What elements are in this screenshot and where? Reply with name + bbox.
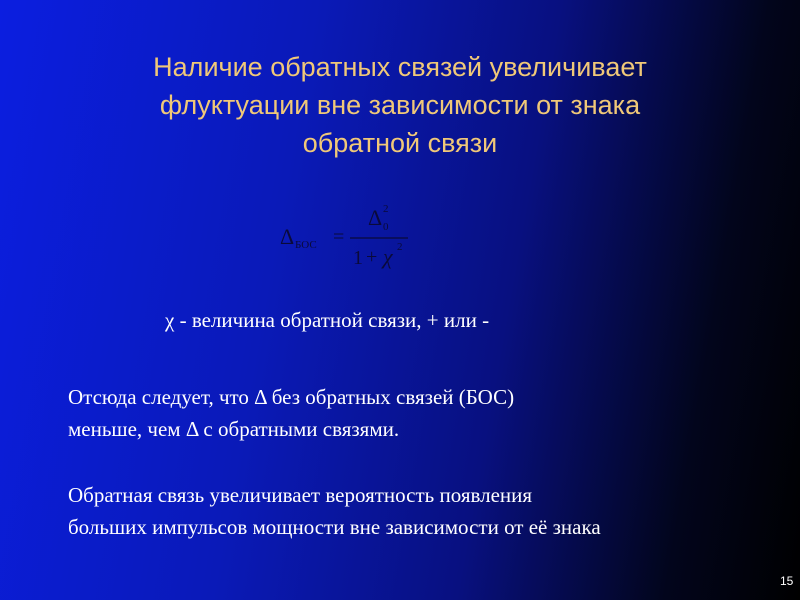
formula-denominator-plus: + [366, 246, 378, 268]
title-line: флуктуации вне зависимости от знака [159, 90, 641, 120]
page-number: 15 [780, 574, 794, 588]
paragraph-line: больших импульсов мощности вне зависимости от её знака [68, 515, 601, 539]
paragraph-line: Обратная связь увеличивает вероятность появления [68, 483, 533, 507]
formula [275, 200, 435, 270]
formula-equals: = [333, 226, 345, 248]
formula-numerator-subscript: 0 [383, 221, 389, 233]
title-line: Наличие обратных связей увеличивает [153, 52, 647, 82]
paragraph-line: Отсюда следует, что Δ без обратных связей (БОС) [68, 385, 515, 409]
chi-definition: χ - величина обратной связи, + или - [165, 308, 490, 332]
paragraph-conclusion [68, 381, 514, 445]
formula-denominator-one: 1 [353, 247, 363, 269]
title-line: обратной связи [302, 128, 498, 158]
formula-denominator-superscript: 2 [397, 241, 403, 253]
formula-lhs-symbol: Δ [280, 224, 295, 249]
formula-denominator-chi: χ [383, 244, 393, 269]
paragraph-line: меньше, чем Δ с обратными связями. [68, 417, 400, 441]
paragraph-feedback [68, 479, 601, 543]
slide-title [80, 48, 720, 162]
formula-numerator-superscript: 2 [383, 203, 389, 215]
formula-lhs-subscript: БОС [295, 239, 317, 251]
formula-numerator-symbol: Δ [368, 205, 383, 230]
